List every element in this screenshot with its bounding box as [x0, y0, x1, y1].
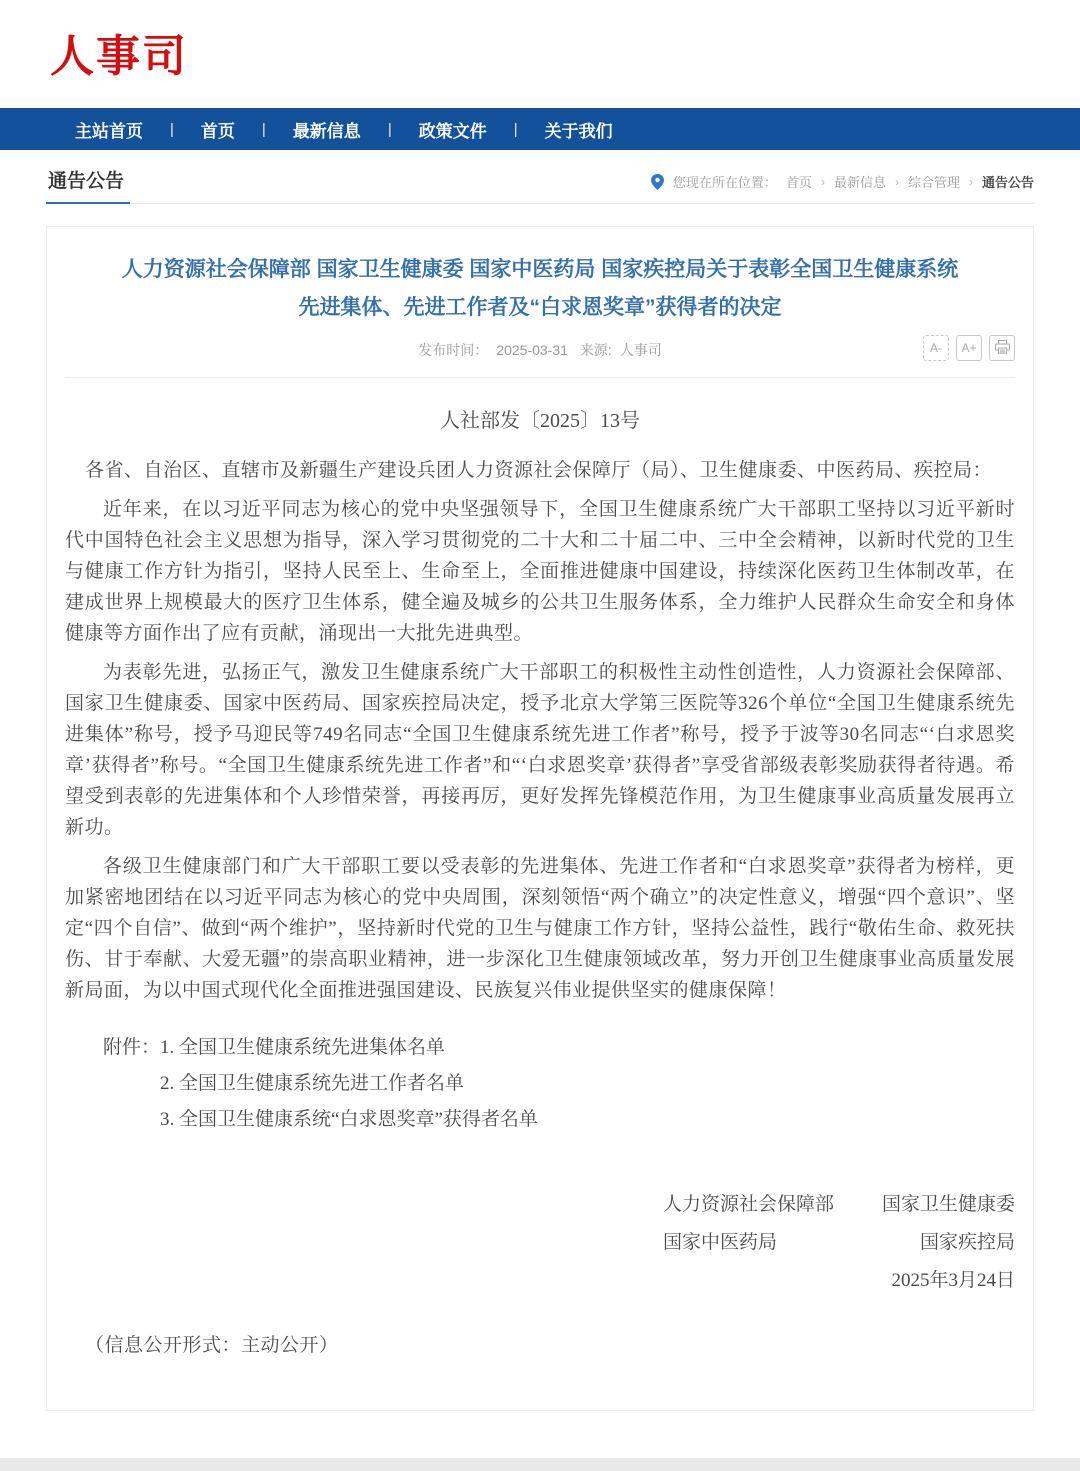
attachment-item-1: 1. 全国卫生健康系统先进集体名单 — [160, 1037, 446, 1058]
font-decrease-button[interactable]: A- — [923, 335, 949, 361]
article-paragraph: 近年来，在以习近平同志为核心的党中央坚强领导下，全国卫生健康系统广大干部职工坚持以习近平新时代中国特色社会主义思想为指导，深入学习贯彻党的二十大和二十届二中、三中全会精神，以新时代党的卫生与健康工作方针为指引，坚持人民至上、生命至上，全面推进健康中国建设，持续深化医药卫生体制改革，在建成世界上规模最大的医疗卫生体系，健全遍及城乡的公共卫生服务体系，全力维护人民群众生命安全和身体健康等方面作出了应有贡献，涌现出一大批先进典型。 — [65, 499, 1015, 644]
signature-block — [65, 1186, 1015, 1300]
site-logo[interactable]: 人事司 — [50, 32, 188, 81]
attachments-block — [65, 1030, 1015, 1138]
nav-separator: | — [513, 120, 518, 138]
nav-item-latest-news[interactable]: 最新信息 — [292, 121, 361, 141]
document-number: 人社部发〔2025〕13号 — [440, 410, 640, 432]
article-container — [46, 226, 1034, 1411]
attachments-list — [160, 1030, 538, 1138]
signature-natcm: 国家中医药局 — [662, 1232, 777, 1253]
article-paragraph: 各级卫生健康部门和广大干部职工要以受表彰的先进集体、先进工作者和“白求恩奖章”获得者为榜样，更加紧密地团结在以习近平同志为核心的党中央周围，深刻领悟“两个确立”的决定性意义，增强“四个意识”、坚定“四个自信”、做到“两个维护”，坚持新时代党的卫生与健康工作方针，坚持公益性，践行“敬佑生命、救死扶伤、甘于奉献、大爱无疆”的崇高职业精神，进一步深化卫生健康领域改革，努力开创卫生健康事业高质量发展新局面，为以中国式现代化全面推进强国建设、民族复兴伟业提供坚实的健康保障！ — [65, 856, 1015, 1001]
attachment-item-3: 3. 全国卫生健康系统“白求恩奖章”获得者名单 — [160, 1109, 538, 1130]
breadcrumb-row — [46, 150, 1034, 204]
source-value: 人事司 — [619, 342, 662, 358]
breadcrumb-latest-news[interactable]: 最新信息 — [833, 175, 886, 190]
location-label: 您现在所在位置： — [672, 175, 777, 190]
nav-separator: | — [387, 120, 392, 138]
location-pin-icon — [651, 174, 664, 190]
signature-date: 2025年3月24日 — [891, 1270, 1015, 1291]
breadcrumb — [651, 172, 1034, 203]
site-header — [0, 0, 1080, 108]
article-meta — [65, 335, 1015, 365]
printer-icon — [995, 343, 1010, 357]
article-paragraph: 为表彰先进，弘扬正气，激发卫生健康系统广大干部职工的积极性主动性创造性，人力资源社会保障部、国家卫生健康委、国家中医药局、国家疾控局决定，授予北京大学第三医院等326个单位“全国卫生健康系统先进集体”称号，授予马迎民等749名同志“全国卫生健康系统先进工作者”称号，授予于波等30名同志“‘白求恩奖章’获得者”称号。“全国卫生健康系统先进工作者”和“‘白求恩奖章’获得者”享受省部级表彰奖励获得者待遇。希望受到表彰的先进集体和个人珍惜荣誉，再接再厉，更好发挥先锋模范作用，为卫生健康事业高质量发展再立新功。 — [65, 662, 1015, 838]
nav-item-about-us[interactable]: 关于我们 — [544, 121, 613, 141]
article-title-line2: 先进集体、先进工作者及“白求恩奖章”获得者的决定 — [298, 296, 782, 319]
document-body — [65, 455, 1015, 1361]
source-label: 来源: — [579, 342, 612, 358]
nav-item-home[interactable]: 首页 — [200, 121, 235, 141]
breadcrumb-separator: › — [968, 174, 973, 189]
article-paragraph-salutation: 各省、自治区、直辖市及新疆生产建设兵团人力资源社会保障厅（局）、卫生健康委、中医药局、疾控局： — [85, 460, 993, 481]
meta-divider — [65, 377, 1015, 378]
breadcrumb-separator: › — [894, 174, 899, 189]
footer-strip — [0, 1458, 1080, 1471]
nav-separator: | — [170, 120, 174, 138]
breadcrumb-current-notices: 通告公告 — [981, 175, 1034, 190]
disclosure-note: （信息公开形式：主动公开） — [85, 1335, 339, 1356]
publish-time-value: 2025-03-31 — [496, 342, 568, 358]
signature-ndcpa: 国家疾控局 — [919, 1232, 1015, 1253]
print-button[interactable] — [989, 335, 1015, 361]
article-title-line1: 人力资源社会保障部 国家卫生健康委 国家中医药局 国家疾控局关于表彰全国卫生健康系统 — [121, 258, 959, 281]
breadcrumb-separator: › — [820, 174, 825, 189]
nav-separator: | — [261, 120, 266, 138]
publish-time-label: 发布时间： — [418, 342, 489, 358]
signature-mohrss: 人力资源社会保障部 — [662, 1194, 834, 1215]
article-title — [65, 251, 1015, 327]
breadcrumb-home[interactable]: 首页 — [785, 175, 812, 190]
attachment-item-2: 2. 全国卫生健康系统先进工作者名单 — [160, 1073, 465, 1094]
breadcrumb-general-management[interactable]: 综合管理 — [907, 175, 960, 190]
signature-nhc: 国家卫生健康委 — [881, 1194, 1015, 1215]
nav-item-main-home[interactable]: 主站首页 — [75, 121, 143, 141]
attachments-label: 附件： — [103, 1037, 161, 1058]
nav-item-policy-documents[interactable]: 政策文件 — [418, 121, 487, 141]
signature-empty-cell — [663, 1262, 834, 1300]
main-nav — [0, 108, 1080, 150]
article-meta-row — [65, 335, 1015, 369]
article-tools — [923, 335, 1015, 361]
font-increase-button[interactable]: A+ — [956, 335, 982, 361]
section-title: 通告公告 — [46, 166, 130, 204]
